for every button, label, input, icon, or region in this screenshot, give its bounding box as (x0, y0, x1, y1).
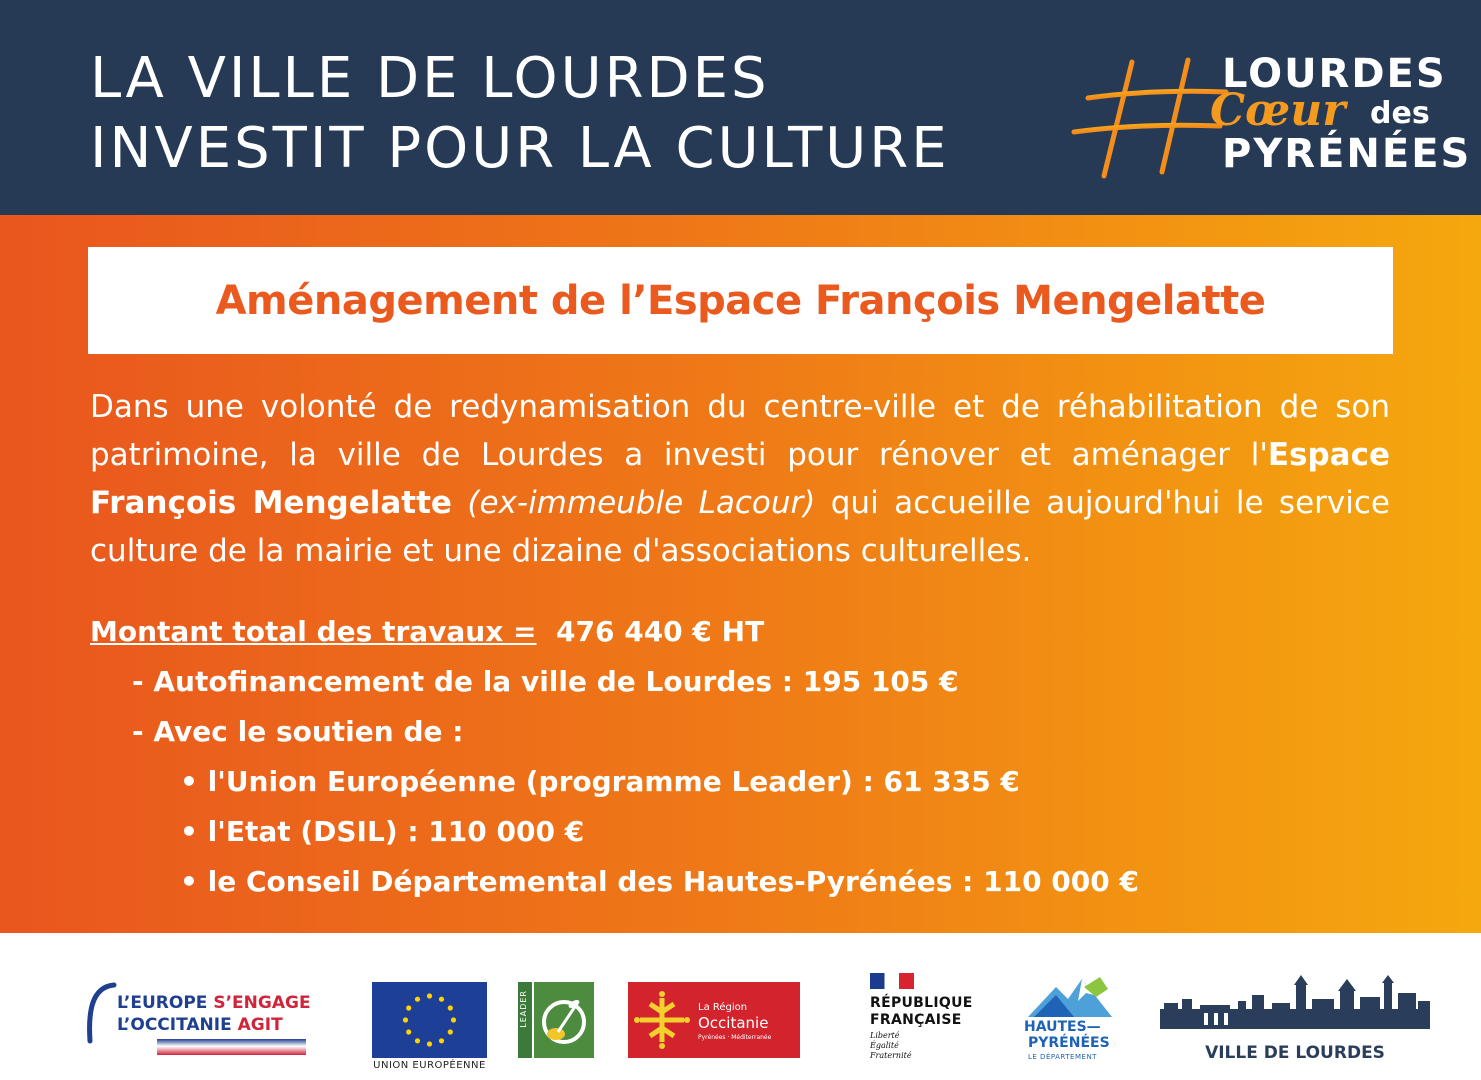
autofinancement-row: - Autofinancement de la ville de Lourdes : 195 105 € (132, 665, 959, 698)
leader-label: LEADER (519, 990, 528, 1028)
lourdes-coeur-logo (1070, 51, 1472, 182)
eu-flag-logo (372, 982, 487, 1072)
marianne-icon (870, 973, 914, 989)
europe-line2-b: AGIT (237, 1015, 283, 1035)
costs-list (90, 607, 1139, 907)
hp-line3: LE DÉPARTEMENT (1028, 1053, 1097, 1061)
eu-stars-icon (372, 982, 487, 1058)
partner-logos (0, 933, 1481, 1080)
funding-item: • l'Union Européenne (programme Leader) : 61 335 € (180, 765, 1020, 798)
total-row (90, 607, 1139, 657)
occitan-cross-icon (632, 982, 692, 1058)
rf-motto-3: Fraternité (870, 1051, 912, 1060)
hp-line1: HAUTES— (1024, 1019, 1101, 1035)
region-occitanie-logo (628, 982, 800, 1058)
title-line-1: LA VILLE DE LOURDES (90, 46, 770, 111)
europe-occitanie-logo (84, 981, 311, 1059)
eu-flag (372, 982, 487, 1058)
mountain-icon (1022, 973, 1118, 1019)
total-label: Montant total des travaux = (90, 615, 537, 648)
europe-line2-a: L’OCCITANIE (117, 1015, 232, 1035)
description-paragraph (90, 383, 1390, 575)
brand-pyrenees: PYRÉNÉES (1222, 131, 1472, 177)
title-line-2: INVESTIT POUR LA CULTURE (90, 116, 950, 181)
description-bold: Espace François Mengelatte (90, 437, 1390, 521)
page-title (90, 44, 950, 184)
funding-item: • le Conseil Départemental des Hautes-Pyrénées : 110 000 € (180, 865, 1139, 898)
rf-motto-2: Égalité (870, 1041, 899, 1050)
header-band (0, 0, 1481, 215)
soutien-row: - Avec le soutien de : (132, 715, 464, 748)
republique-francaise-logo (868, 973, 978, 1069)
eu-caption: UNION EUROPÉENNE (373, 1060, 486, 1071)
region-line1: La Région (698, 1002, 748, 1013)
leader-sprout-icon (534, 982, 594, 1058)
brand-des: des (1370, 96, 1430, 131)
ville-caption: VILLE DE LOURDES (1205, 1043, 1385, 1063)
total-value: 476 440 € HT (556, 615, 765, 648)
region-line2: Occitanie (698, 1014, 769, 1032)
section-heading: Aménagement de l’Espace François Mengelatte (215, 277, 1266, 324)
europe-line1-b: S’ENGAGE (213, 993, 311, 1013)
ville-de-lourdes-logo (1160, 975, 1430, 1065)
brand-coeur: Cœur (1210, 85, 1346, 136)
rf-line2: FRANÇAISE (870, 1012, 962, 1028)
leader-logo (518, 982, 596, 1062)
hp-line2: PYRÉNÉES (1028, 1035, 1110, 1051)
brand-lourdes: LOURDES (1222, 51, 1447, 97)
city-skyline-icon (1160, 975, 1430, 1039)
description-text-2: qui accueille aujourd'hui le service culture de la mairie et une dizaine d'associations culturelles. (90, 485, 1390, 569)
heading-banner (88, 247, 1393, 354)
content-area (0, 215, 1481, 933)
hautes-pyrenees-logo (1022, 973, 1118, 1069)
tricolor-bar (157, 1039, 306, 1055)
europe-line1-a: L’EUROPE (117, 993, 208, 1013)
funding-item: • l'Etat (DSIL) : 110 000 € (180, 815, 585, 848)
rf-line1: RÉPUBLIQUE (870, 995, 973, 1011)
region-line3: Pyrénées · Méditerranée (698, 1034, 772, 1041)
hashtag-icon (1070, 52, 1230, 182)
rf-motto-1: Liberté (870, 1031, 900, 1040)
description-italic: (ex-immeuble Lacour) (467, 485, 816, 521)
description-text-1: Dans une volonté de redynamisation du centre-ville et de réhabilitation de son patrimoine, la ville de Lourdes a investi pour rénover et aménager l' (90, 389, 1390, 473)
